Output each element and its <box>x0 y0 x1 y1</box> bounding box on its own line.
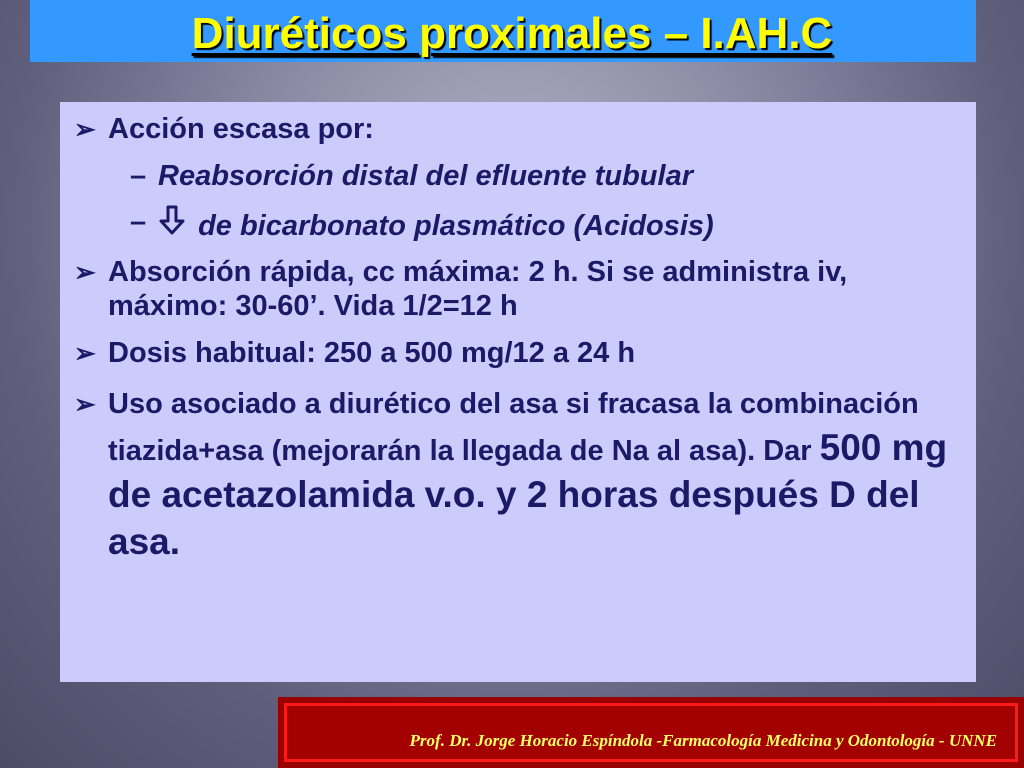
sub-bullet-text: de bicarbonato plasmático (Acidosis) <box>198 210 714 242</box>
arrow-bullet-icon: ➢ <box>74 114 96 144</box>
bullet-text: Acción escasa por: <box>108 113 374 145</box>
sub-bullet-text: Reabsorción distal del efluente tubular <box>158 160 693 192</box>
bullet-dosis <box>74 336 960 370</box>
bullet-text: Dosis habitual: 250 a 500 mg/12 a 24 h <box>108 337 636 369</box>
arrow-bullet-icon: ➢ <box>74 338 96 368</box>
arrow-bullet-icon: ➢ <box>74 389 96 419</box>
footer-frame <box>284 703 1018 762</box>
down-arrow-icon <box>158 205 186 243</box>
dash-marker: – <box>130 206 147 238</box>
content-box <box>60 102 976 682</box>
slide-title: Diuréticos proximales – I.AH.C <box>191 9 833 58</box>
sub-bullet-bicarbonato <box>74 205 960 243</box>
bullet-uso-asociado <box>74 383 960 566</box>
bullet-absorcion <box>74 255 960 323</box>
dash-marker: – <box>130 160 147 192</box>
arrow-bullet-icon: ➢ <box>74 257 96 287</box>
bullet-text: Uso asociado a diurético del asa si fracasa la combinación tiazida+asa (mejorarán la llegada de Na al asa). Dar <box>108 388 919 467</box>
footer-banner <box>278 697 1024 768</box>
sub-bullet-reabsorcion <box>74 159 960 193</box>
bullet-accion <box>74 112 960 146</box>
footer-credit: Prof. Dr. Jorge Horacio Espíndola -Farmacología Medicina y Odontología - UNNE <box>409 731 997 750</box>
bullet-text: Absorción rápida, cc máxima: 2 h. Si se administra iv, máximo: 30-60’. Vida 1/2=12 h <box>108 256 848 322</box>
bullet-text-emphasis: 500 mg de acetazolamida v.o. y 2 horas después D del asa. <box>108 427 948 562</box>
